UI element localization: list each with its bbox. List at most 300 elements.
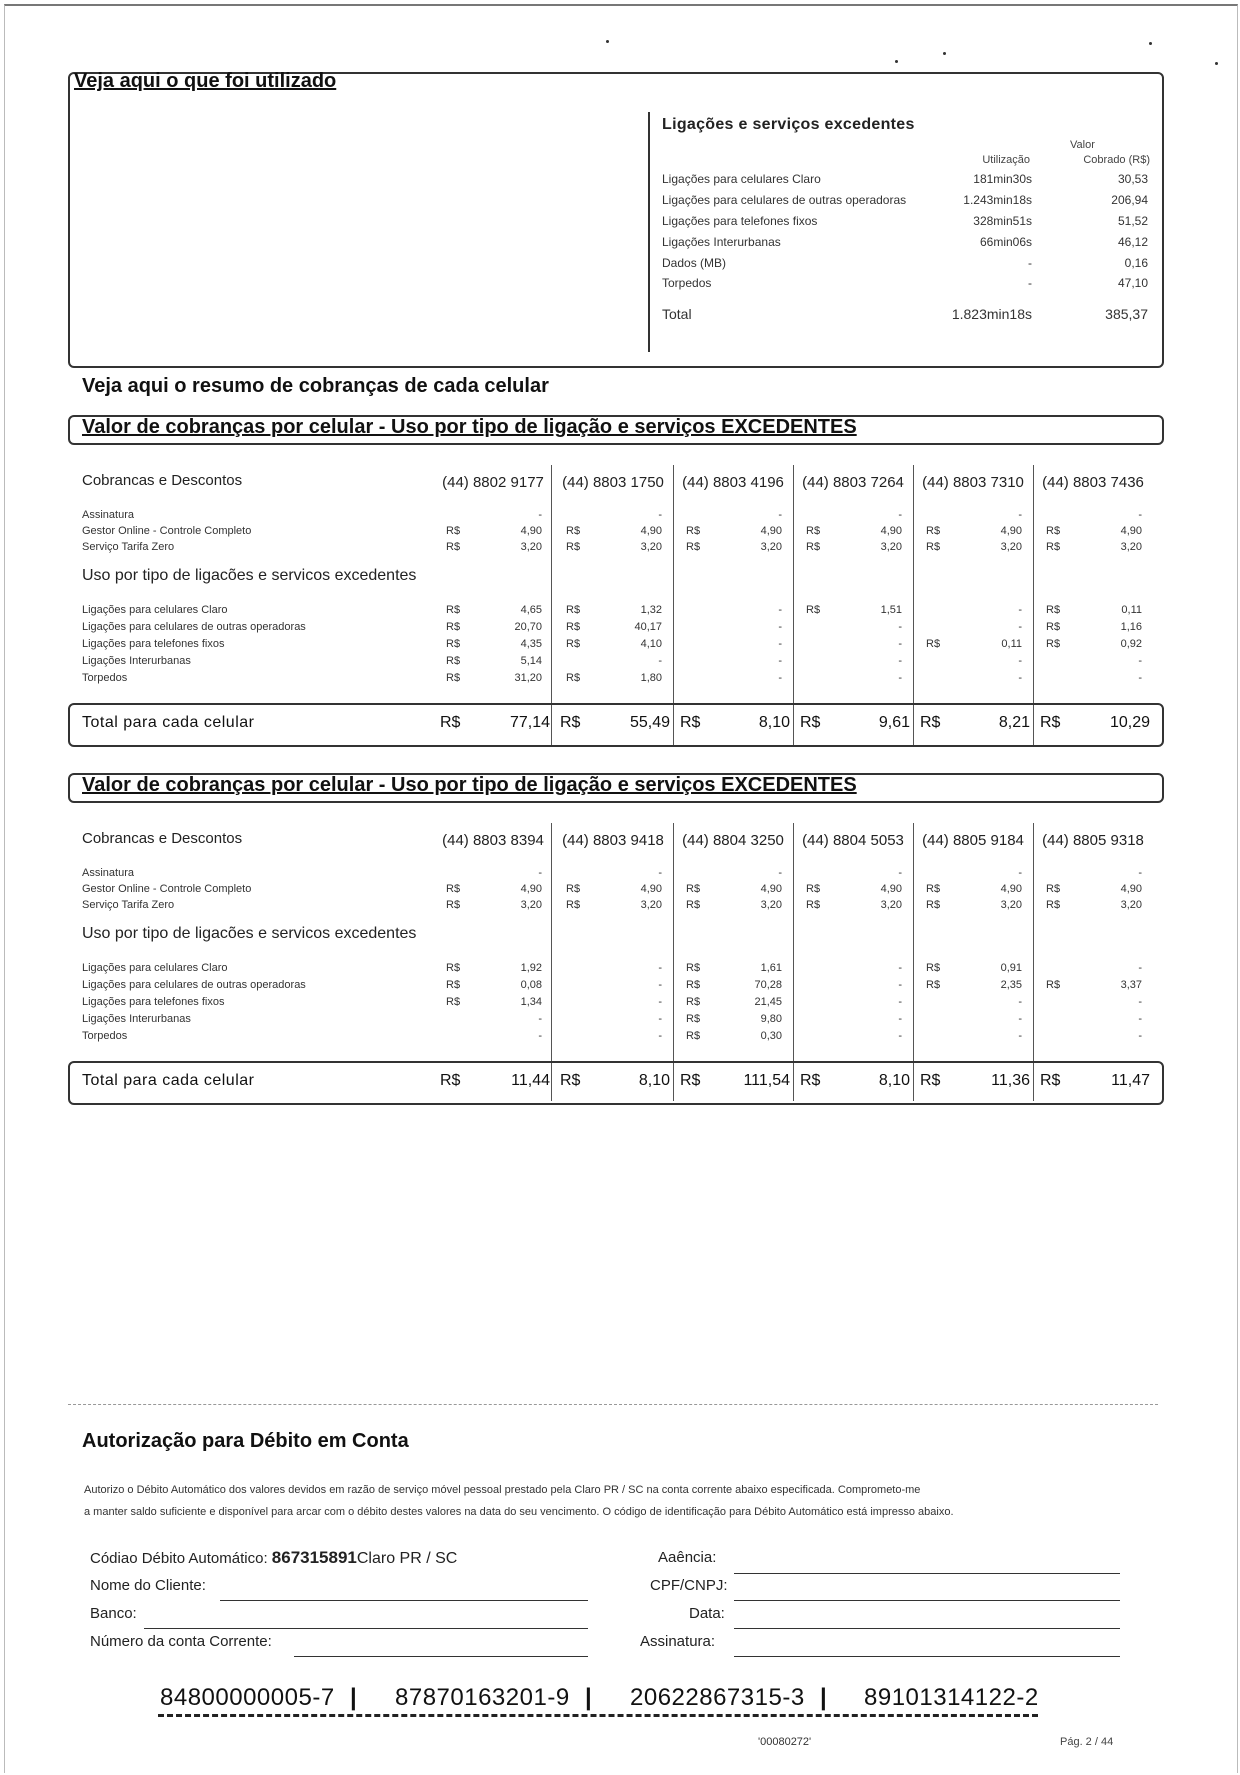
usage-cell: [1046, 672, 1142, 686]
currency-label: R$: [446, 621, 461, 633]
charges-header-label: Cobrancas e Descontos: [82, 472, 243, 489]
charge-value: -: [898, 867, 902, 879]
charge-cell: [686, 883, 782, 897]
charge-cell: [446, 509, 542, 523]
charges-header-label: Cobrancas e Descontos: [82, 830, 243, 847]
excess-row-usage: 1.243min18s: [963, 193, 1032, 207]
charge-value: 4,90: [760, 883, 782, 895]
currency-label: R$: [446, 638, 461, 650]
usage-cell: [686, 638, 782, 652]
total-cell: [440, 1072, 550, 1092]
charge-cell: [686, 541, 782, 555]
excess-row-usage: 328min51s: [973, 214, 1032, 228]
charge-cell: [446, 899, 542, 913]
usage-value: -: [1018, 621, 1022, 633]
usage-value: -: [1138, 655, 1142, 667]
usage-value: -: [1018, 604, 1022, 616]
charge-cell: [566, 541, 662, 555]
currency-label: R$: [560, 1072, 581, 1089]
debit-code-field: [90, 1548, 457, 1568]
charge-cell: [806, 525, 902, 539]
usage-row-label: Ligações Interurbanas: [82, 1013, 191, 1025]
bank-label: Banco:: [90, 1605, 137, 1622]
excess-row-label: Ligações para celulares de outras operadoras: [662, 193, 907, 207]
client-name-label: Nome do Cliente:: [90, 1577, 206, 1594]
date-label: Data:: [689, 1605, 725, 1622]
currency-label: R$: [686, 1030, 701, 1042]
usage-value: -: [658, 1030, 662, 1042]
usage-value: -: [1018, 1013, 1022, 1025]
currency-label: R$: [566, 525, 581, 537]
currency-label: R$: [686, 962, 701, 974]
debit-code-value: 867315891: [271, 1548, 357, 1567]
total-cell: [920, 1072, 1030, 1092]
currency-label: R$: [806, 899, 821, 911]
usage-value: -: [538, 1013, 542, 1025]
usage-cell: [566, 979, 662, 993]
usage-cell: [926, 996, 1022, 1010]
currency-label: R$: [446, 672, 461, 684]
usage-value: -: [1138, 962, 1142, 974]
charge-value: 4,90: [880, 525, 902, 537]
usage-row-label: Ligações para celulares de outras operadoras: [82, 621, 306, 633]
currency-label: R$: [806, 541, 821, 553]
phone-column-header: (44) 8804 5053: [802, 832, 904, 849]
usage-cell: [1046, 962, 1142, 976]
usage-cell: [446, 979, 542, 993]
usage-value: -: [1138, 1013, 1142, 1025]
charge-cell: [1046, 867, 1142, 881]
phone-column-header: (44) 8803 9418: [562, 832, 664, 849]
usage-cell: [686, 1030, 782, 1044]
charge-value: 3,20: [520, 899, 542, 911]
total-value: 77,14: [509, 714, 550, 731]
usage-row-label: Ligações para telefones fixos: [82, 996, 225, 1008]
excess-row: [662, 214, 1148, 234]
usage-cell: [566, 655, 662, 669]
charge-cell: [806, 883, 902, 897]
total-cell: [1040, 1072, 1150, 1092]
total-value: 8,10: [638, 1072, 670, 1089]
usage-value: -: [898, 996, 902, 1008]
currency-label: R$: [566, 672, 581, 684]
usage-value: -: [1138, 672, 1142, 684]
charge-value: 3,20: [760, 899, 782, 911]
usage-value: 21,45: [754, 996, 782, 1008]
charge-row-label: Serviço Tarifa Zero: [82, 541, 175, 553]
usage-value: -: [1018, 996, 1022, 1008]
phone-column-header: (44) 8803 7436: [1042, 474, 1144, 491]
usage-cell: [446, 672, 542, 686]
phone-column-header: (44) 8803 7264: [802, 474, 904, 491]
date-field[interactable]: [734, 1628, 1120, 1629]
auth-text-line-2: a manter saldo suficiente e disponível para arcar com o débito destes valores na data do seu vencimento. O código de identificação para Débito Automático está impresso abaixo.: [84, 1506, 954, 1518]
charges-table-title: Valor de cobranças por celular - Uso por tipo de ligação e serviços EXCEDENTES: [82, 774, 857, 796]
charge-value: -: [898, 509, 902, 521]
charge-cell: [686, 525, 782, 539]
usage-value: -: [538, 1030, 542, 1042]
currency-label: R$: [1046, 883, 1061, 895]
charge-cell: [686, 509, 782, 523]
charge-row-label: Assinatura: [82, 509, 134, 521]
usage-column-header: Utilização: [982, 154, 1030, 166]
excess-row-value: 47,10: [1117, 276, 1148, 290]
usage-value: 0,92: [1120, 638, 1142, 650]
barcode-separator: |: [820, 1684, 827, 1711]
usage-cell: [1046, 979, 1142, 993]
usage-value: 0,91: [1000, 962, 1022, 974]
charge-cell: [1046, 883, 1142, 897]
charge-cell: [566, 899, 662, 913]
currency-label: R$: [1046, 541, 1061, 553]
excess-total-value: 385,37: [1105, 306, 1148, 322]
barcode-segment: 84800000005-7: [160, 1684, 335, 1711]
usage-section-header: Uso por tipo de ligacões e servicos excedentes: [82, 567, 417, 584]
charge-value: -: [1138, 509, 1142, 521]
charge-cell: [566, 525, 662, 539]
total-value: 8,21: [998, 714, 1030, 731]
value-column-header-unit: Cobrado (R$): [1083, 154, 1150, 166]
excess-total-row: [662, 306, 1148, 326]
charge-value: -: [1018, 867, 1022, 879]
usage-value: 0,08: [520, 979, 542, 991]
client-name-field[interactable]: [220, 1600, 588, 1601]
charge-cell: [926, 509, 1022, 523]
currency-label: R$: [800, 714, 821, 731]
charge-value: -: [538, 867, 542, 879]
currency-label: R$: [440, 1072, 461, 1089]
total-value: 11,44: [511, 1072, 550, 1089]
usage-value: 1,34: [520, 996, 542, 1008]
column-separator: [551, 823, 552, 1101]
currency-label: R$: [686, 996, 701, 1008]
total-value: 8,10: [758, 714, 790, 731]
charge-value: 3,20: [880, 541, 902, 553]
charge-cell: [806, 899, 902, 913]
currency-label: R$: [566, 638, 581, 650]
currency-label: R$: [446, 883, 461, 895]
charge-value: -: [778, 867, 782, 879]
usage-cell: [806, 996, 902, 1010]
usage-value: 1,32: [640, 604, 662, 616]
usage-cell: [566, 604, 662, 618]
usage-cell: [1046, 655, 1142, 669]
charge-value: 4,90: [1000, 883, 1022, 895]
usage-cell: [686, 604, 782, 618]
usage-cell: [806, 962, 902, 976]
currency-label: R$: [926, 541, 941, 553]
total-value: 10,29: [1109, 714, 1150, 731]
usage-value: 4,35: [520, 638, 542, 650]
column-separator: [793, 823, 794, 1101]
usage-value: -: [658, 655, 662, 667]
scan-speck: [606, 40, 609, 43]
charge-cell: [686, 899, 782, 913]
usage-cell: [686, 1013, 782, 1027]
phone-column-header: (44) 8803 4196: [682, 474, 784, 491]
divider: [68, 1404, 1158, 1405]
excess-row-value: 30,53: [1117, 172, 1148, 186]
charge-cell: [806, 867, 902, 881]
usage-cell: [806, 672, 902, 686]
total-value: 111,54: [743, 1072, 790, 1089]
usage-value: -: [1138, 996, 1142, 1008]
currency-label: R$: [686, 541, 701, 553]
usage-value: 1,51: [880, 604, 902, 616]
value-column-header: Valor: [1070, 139, 1095, 151]
currency-label: R$: [686, 883, 701, 895]
excess-row-label: Dados (MB): [662, 256, 727, 270]
charge-cell: [446, 541, 542, 555]
total-cell: [560, 1072, 670, 1092]
usage-box-title: Veja aqui o que foi utilizado: [74, 70, 337, 92]
usage-cell: [926, 638, 1022, 652]
usage-value: -: [898, 1013, 902, 1025]
charge-value: -: [658, 509, 662, 521]
charge-value: 4,90: [640, 883, 662, 895]
bank-field[interactable]: [144, 1628, 588, 1629]
phone-column-header: (44) 8805 9318: [1042, 832, 1144, 849]
currency-label: R$: [566, 541, 581, 553]
signature-label: Assinatura:: [640, 1633, 716, 1650]
usage-value: 4,10: [640, 638, 662, 650]
total-cell: [920, 714, 1030, 734]
total-cell: [800, 1072, 910, 1092]
total-row-label: Total para cada celular: [82, 1072, 255, 1089]
excess-total-usage: 1.823min18s: [951, 306, 1032, 322]
currency-label: R$: [1040, 1072, 1061, 1089]
usage-cell: [806, 604, 902, 618]
account-label: Número da conta Corrente:: [90, 1633, 272, 1650]
phone-column-header: (44) 8802 9177: [442, 474, 544, 491]
phone-column-header: (44) 8804 3250: [682, 832, 784, 849]
currency-label: R$: [926, 883, 941, 895]
currency-label: R$: [1046, 899, 1061, 911]
charge-cell: [926, 867, 1022, 881]
currency-label: R$: [566, 621, 581, 633]
charge-value: 3,20: [520, 541, 542, 553]
usage-cell: [686, 962, 782, 976]
usage-cell: [446, 1030, 542, 1044]
charge-value: 4,90: [880, 883, 902, 895]
usage-cell: [566, 1030, 662, 1044]
usage-cell: [686, 979, 782, 993]
charge-row-label: Gestor Online - Controle Completo: [82, 883, 252, 895]
currency-label: R$: [926, 979, 941, 991]
charge-value: 3,20: [640, 899, 662, 911]
total-value: 8,10: [878, 1072, 910, 1089]
usage-value: -: [898, 979, 902, 991]
currency-label: R$: [1046, 979, 1061, 991]
usage-row-label: Ligações para celulares Claro: [82, 962, 228, 974]
usage-cell: [446, 655, 542, 669]
charge-value: 3,20: [760, 541, 782, 553]
usage-cell: [686, 621, 782, 635]
usage-cell: [686, 672, 782, 686]
phone-column-header: (44) 8805 9184: [922, 832, 1024, 849]
usage-cell: [806, 621, 902, 635]
total-value: 11,36: [991, 1072, 1030, 1089]
scan-speck: [943, 52, 946, 55]
usage-cell: [686, 996, 782, 1010]
currency-label: R$: [566, 883, 581, 895]
column-separator: [673, 823, 674, 1101]
excess-row-value: 51,52: [1117, 214, 1148, 228]
charge-cell: [926, 883, 1022, 897]
usage-value: -: [658, 979, 662, 991]
barcode-segment: 89101314122-2: [864, 1684, 1039, 1711]
usage-value: 1,92: [520, 962, 542, 974]
currency-label: R$: [1046, 621, 1061, 633]
charge-cell: [446, 525, 542, 539]
charge-value: 3,20: [880, 899, 902, 911]
excess-row-label: Torpedos: [662, 276, 712, 290]
currency-label: R$: [446, 979, 461, 991]
phone-column-header: (44) 8803 1750: [562, 474, 664, 491]
phone-column-header: (44) 8803 8394: [442, 832, 544, 849]
currency-label: R$: [920, 714, 941, 731]
charge-value: -: [1018, 509, 1022, 521]
usage-value: -: [778, 621, 782, 633]
usage-value: 3,37: [1120, 979, 1142, 991]
charge-value: 4,90: [1000, 525, 1022, 537]
currency-label: R$: [446, 899, 461, 911]
account-field[interactable]: [294, 1656, 588, 1657]
currency-label: R$: [806, 525, 821, 537]
usage-cell: [926, 1030, 1022, 1044]
scan-speck: [1215, 62, 1218, 65]
usage-cell: [806, 1030, 902, 1044]
usage-row-label: Ligações para celulares Claro: [82, 604, 228, 616]
usage-value: 4,65: [520, 604, 542, 616]
total-value: 55,49: [629, 714, 670, 731]
currency-label: R$: [926, 525, 941, 537]
barcode-underline: [158, 1714, 1038, 1717]
usage-value: 1,80: [640, 672, 662, 684]
usage-cell: [806, 1013, 902, 1027]
currency-label: R$: [1046, 525, 1061, 537]
charge-value: 3,20: [1120, 541, 1142, 553]
usage-value: -: [778, 604, 782, 616]
excess-row-usage: 66min06s: [979, 235, 1032, 249]
currency-label: R$: [1046, 638, 1061, 650]
excess-row: [662, 235, 1148, 255]
usage-value: 9,80: [760, 1013, 782, 1025]
excess-row-usage: -: [1028, 276, 1032, 290]
usage-cell: [1046, 604, 1142, 618]
cpf-field[interactable]: [734, 1600, 1120, 1601]
excess-row-usage: -: [1028, 256, 1032, 270]
currency-label: R$: [686, 1013, 701, 1025]
agency-label: Aaência:: [658, 1549, 717, 1566]
usage-value: -: [658, 962, 662, 974]
currency-label: R$: [446, 604, 461, 616]
currency-label: R$: [1040, 714, 1061, 731]
usage-value: -: [658, 1013, 662, 1025]
scan-speck: [895, 60, 898, 63]
currency-label: R$: [926, 899, 941, 911]
currency-label: R$: [560, 714, 581, 731]
signature-field[interactable]: [734, 1656, 1120, 1657]
charge-row-label: Gestor Online - Controle Completo: [82, 525, 252, 537]
excess-row: [662, 193, 1148, 213]
charge-value: 4,90: [520, 525, 542, 537]
usage-value: 1,61: [760, 962, 782, 974]
currency-label: R$: [800, 1072, 821, 1089]
usage-value: -: [778, 638, 782, 650]
currency-label: R$: [806, 883, 821, 895]
charge-value: 4,90: [760, 525, 782, 537]
charge-cell: [926, 541, 1022, 555]
excess-row-value: 206,94: [1111, 193, 1148, 207]
charge-value: 4,90: [640, 525, 662, 537]
usage-cell: [926, 655, 1022, 669]
currency-label: R$: [680, 1072, 701, 1089]
usage-row-label: Ligações para telefones fixos: [82, 638, 225, 650]
currency-label: R$: [920, 1072, 941, 1089]
currency-label: R$: [446, 541, 461, 553]
usage-value: 0,30: [760, 1030, 782, 1042]
usage-cell: [1046, 1030, 1142, 1044]
usage-cell: [926, 962, 1022, 976]
usage-cell: [566, 621, 662, 635]
total-row-label: Total para cada celular: [82, 714, 255, 731]
usage-cell: [566, 1013, 662, 1027]
charge-value: 4,90: [1120, 525, 1142, 537]
usage-cell: [1046, 621, 1142, 635]
usage-cell: [926, 672, 1022, 686]
currency-label: R$: [446, 525, 461, 537]
currency-label: R$: [926, 962, 941, 974]
barcode-separator: |: [585, 1684, 592, 1711]
charge-value: 3,20: [1120, 899, 1142, 911]
charge-cell: [446, 883, 542, 897]
charge-value: 3,20: [1000, 899, 1022, 911]
usage-cell: [806, 655, 902, 669]
excess-row: [662, 172, 1148, 192]
currency-label: R$: [806, 604, 821, 616]
usage-value: -: [898, 1030, 902, 1042]
currency-label: R$: [566, 604, 581, 616]
footer-code: '00080272': [758, 1736, 812, 1748]
usage-value: 0,11: [1001, 638, 1022, 650]
agency-field[interactable]: [734, 1573, 1120, 1574]
usage-value: -: [898, 672, 902, 684]
total-cell: [560, 714, 670, 734]
currency-label: R$: [686, 899, 701, 911]
usage-value: 70,28: [754, 979, 782, 991]
currency-label: R$: [686, 525, 701, 537]
total-cell: [680, 1072, 790, 1092]
total-cell: [680, 714, 790, 734]
charge-cell: [566, 509, 662, 523]
charge-value: -: [538, 509, 542, 521]
usage-value: 0,11: [1121, 604, 1142, 616]
usage-value: -: [1138, 1030, 1142, 1042]
column-separator: [1033, 823, 1034, 1101]
currency-label: R$: [1046, 604, 1061, 616]
charge-cell: [806, 509, 902, 523]
charge-value: 3,20: [1000, 541, 1022, 553]
currency-label: R$: [446, 655, 461, 667]
usage-cell: [446, 604, 542, 618]
usage-value: 1,16: [1120, 621, 1142, 633]
charge-cell: [1046, 899, 1142, 913]
usage-value: -: [898, 621, 902, 633]
column-separator: [913, 823, 914, 1101]
usage-value: -: [898, 638, 902, 650]
usage-cell: [446, 638, 542, 652]
